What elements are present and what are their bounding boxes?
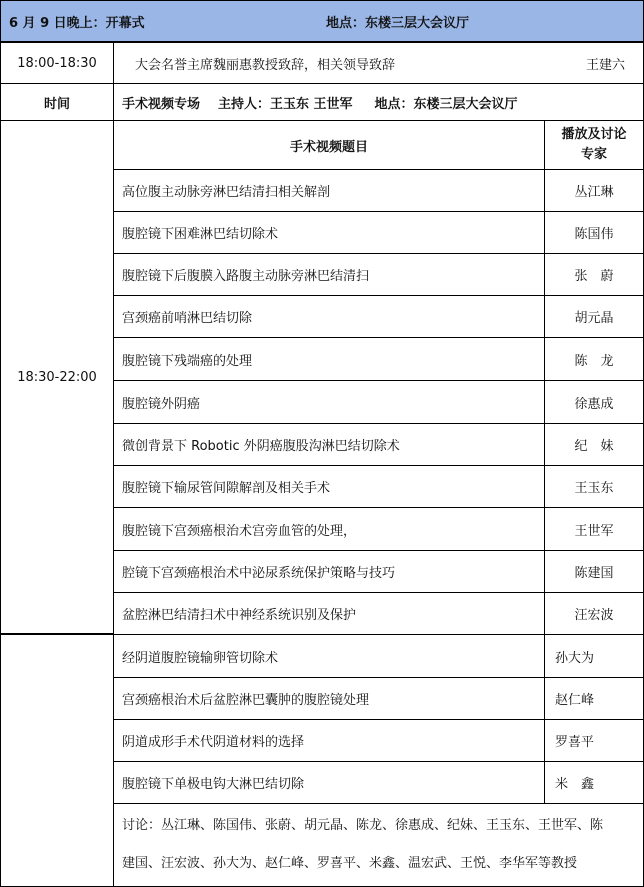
table-row <box>113 423 545 466</box>
table-row <box>113 295 545 338</box>
table-row <box>113 719 545 762</box>
video-expert: 胡元晶 <box>574 311 614 326</box>
header-title: 6 月 9 日晚上：开幕式 <box>9 15 145 31</box>
table-row <box>113 761 545 804</box>
col-expert-line2: 专家 <box>580 147 607 162</box>
header-location: 地点：东楼三层大会议厅 <box>326 16 470 31</box>
video-expert: 王世军 <box>574 523 614 539</box>
table-row <box>544 295 644 338</box>
extra-expert: 赵仁峰 <box>555 693 595 708</box>
table-row <box>113 592 545 635</box>
table-row <box>544 550 644 593</box>
video-topic: 宫颈癌前哨淋巴结切除 <box>122 311 253 326</box>
session-title: 手术视频专场 <box>122 96 201 112</box>
col-title-cell <box>113 120 545 170</box>
video-topic: 腹腔镜下后腹膜入路腹主动脉旁淋巴结清扫 <box>122 269 370 284</box>
opening-desc: 大会名誉主席魏丽惠教授致辞，相关领导致辞 <box>135 57 396 73</box>
opening-time: 18:00-18:30 <box>17 55 97 71</box>
table-row <box>544 677 644 720</box>
extra-topic: 阴道成形手术代阴道材料的选择 <box>122 735 305 750</box>
time-label: 时间 <box>43 96 70 112</box>
extra-expert: 米 鑫 <box>555 777 595 792</box>
video-topic: 腹腔镜下困难淋巴结切除术 <box>122 227 279 242</box>
time-label-cell <box>0 83 114 121</box>
table-row <box>113 677 545 720</box>
video-topic: 腹腔镜下输尿管间隙解剖及相关手术 <box>122 481 331 496</box>
opening-speaker: 王建六 <box>585 57 625 73</box>
session-location: 地点：东楼三层大会议厅 <box>374 96 518 112</box>
discussion-line2: 建国、汪宏波、孙大为、赵仁峰、罗喜平、米鑫、温宏武、王悦、李华军等教授 <box>122 856 578 871</box>
video-expert: 王玉东 <box>574 481 614 496</box>
table-row <box>544 719 644 762</box>
table-row <box>113 337 545 381</box>
col-expert-cell <box>544 120 644 170</box>
video-time-cell <box>0 120 114 634</box>
opening-desc-cell <box>113 42 644 84</box>
video-expert: 陈国伟 <box>574 227 614 242</box>
video-topic: 腹腔镜外阴癌 <box>122 396 201 412</box>
opening-time-cell <box>0 42 114 84</box>
col-expert-line1: 播放及讨论 <box>561 127 627 142</box>
table-row <box>544 337 644 381</box>
extra-expert: 孙大为 <box>555 650 595 666</box>
video-expert: 陈建国 <box>574 566 614 581</box>
video-expert: 纪 妹 <box>574 439 614 454</box>
table-row <box>544 761 644 804</box>
session-header-cell <box>113 83 644 121</box>
extra-expert: 罗喜平 <box>555 735 595 750</box>
video-topic: 高位腹主动脉旁淋巴结清扫相关解剖 <box>122 185 331 200</box>
table-row <box>544 634 644 678</box>
video-topic: 腹腔镜下宫颈癌根治术宫旁血管的处理， <box>122 523 357 539</box>
video-expert: 汪宏波 <box>574 608 614 623</box>
extra-topic: 经阴道腹腔镜输卵管切除术 <box>122 650 279 666</box>
table-row <box>113 634 545 678</box>
video-topic: 腔镜下宫颈癌根治术中泌尿系统保护策略与技巧 <box>122 566 396 581</box>
table-row <box>113 380 545 424</box>
discussion-cell <box>113 803 644 887</box>
extra-time-cell <box>0 634 114 887</box>
video-topic: 盆腔淋巴结清扫术中神经系统识别及保护 <box>122 608 357 623</box>
discussion-line1: 讨论：丛江琳、陈国伟、张蔚、胡元晶、陈龙、徐惠成、纪妹、王玉东、王世军、陈 <box>122 818 604 833</box>
video-expert: 张 蔚 <box>574 269 614 284</box>
video-expert: 徐惠成 <box>574 396 614 412</box>
table-row <box>113 253 545 296</box>
table-row <box>113 507 545 551</box>
video-expert: 陈 龙 <box>574 353 614 369</box>
table-row <box>544 211 644 254</box>
extra-topic: 腹腔镜下单极电钩大淋巴结切除 <box>122 777 305 792</box>
table-row <box>544 169 644 212</box>
col-title: 手术视频题目 <box>289 139 368 155</box>
table-row <box>544 380 644 424</box>
table-row <box>113 169 545 212</box>
video-time: 18:30-22:00 <box>17 369 97 385</box>
header-title-cell <box>0 0 644 42</box>
video-expert: 丛江琳 <box>574 185 614 200</box>
extra-topic: 宫颈癌根治术后盆腔淋巴囊肿的腹腔镜处理 <box>122 693 370 708</box>
session-host: 主持人：王玉东 王世军 <box>218 96 353 112</box>
video-topic: 微创背景下 Robotic 外阴癌腹股沟淋巴结切除术 <box>122 439 400 454</box>
table-row <box>113 465 545 508</box>
table-row <box>544 465 644 508</box>
table-row <box>113 550 545 593</box>
video-topic: 腹腔镜下残端癌的处理 <box>122 353 253 369</box>
table-row <box>544 423 644 466</box>
table-row <box>113 211 545 254</box>
table-row <box>544 253 644 296</box>
table-row <box>544 592 644 635</box>
table-row <box>544 507 644 551</box>
